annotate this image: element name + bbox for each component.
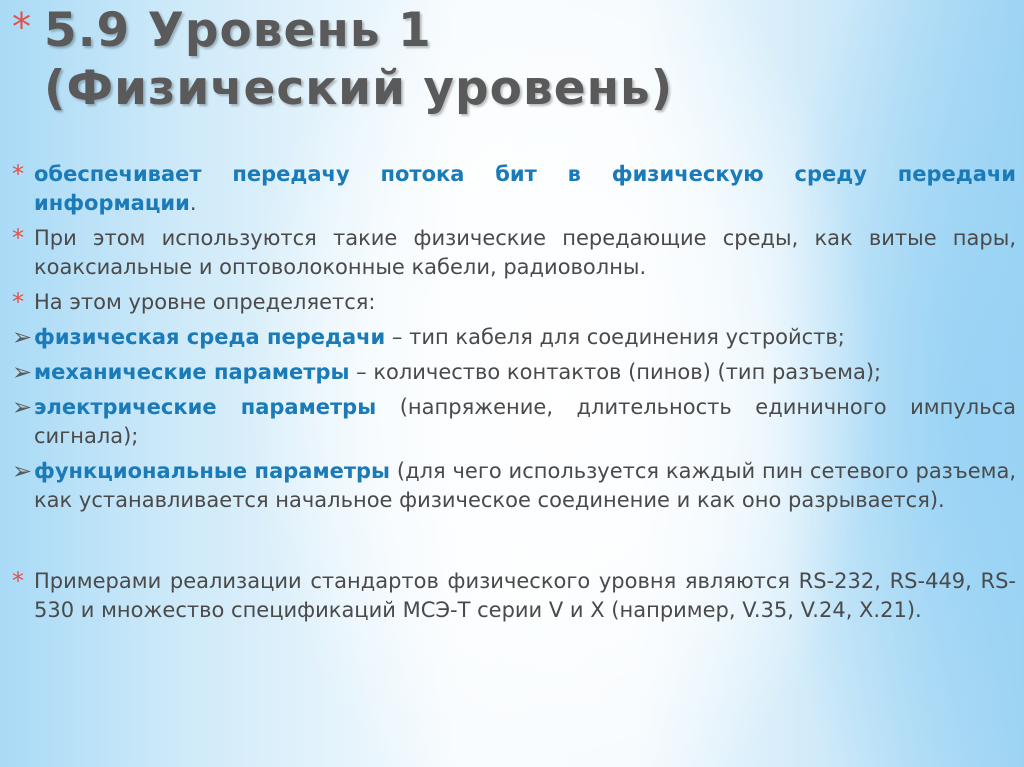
star-bullet: *	[12, 224, 24, 252]
highlight-term: электрические параметры	[34, 395, 377, 419]
arrow-bullet-icon: ➢	[12, 358, 33, 386]
list-item	[12, 358, 1016, 387]
title-line-2: (Физический уровень)	[44, 61, 674, 116]
slide-title	[12, 2, 1012, 118]
star-bullet: *	[12, 288, 24, 316]
item-text: При этом используются такие физические передающие среды, как витые пары, коаксиальные и оптоволоконные кабели, радиоволны.	[34, 226, 1016, 279]
list-item	[12, 393, 1016, 451]
list-item	[12, 160, 1016, 218]
arrow-bullet-icon: ➢	[12, 323, 33, 351]
title-line-1: 5.9 Уровень 1	[44, 3, 432, 58]
item-text: (напряжение, длительность единичного импульса сигнала);	[34, 395, 1017, 448]
spacer	[12, 521, 1016, 567]
item-text: (для чего используется каждый пин сетевого разъема, как устанавливается начальное физическое соединение и как оно разрывается).	[34, 459, 1016, 512]
list-item	[12, 567, 1016, 625]
title-bullet-star: *	[12, 5, 32, 49]
item-text: – количество контактов (пинов) (тип разъема);	[349, 360, 882, 384]
highlight-term: физическая среда передачи	[34, 325, 386, 349]
arrow-bullet-icon: ➢	[12, 393, 33, 421]
item-text: Примерами реализации стандартов физического уровня являются RS-232, RS-449, RS-530 и множество спецификаций МСЭ-Т серии V и X (например, V.35, V.24, X.21).	[34, 569, 1016, 622]
highlight-term: функциональные параметры	[34, 459, 391, 483]
list-item	[12, 224, 1016, 282]
list-item	[12, 288, 1016, 317]
list-item	[12, 323, 1016, 352]
star-bullet: *	[12, 567, 24, 595]
item-text: – тип кабеля для соединения устройств;	[385, 325, 845, 349]
arrow-bullet-icon: ➢	[12, 457, 33, 485]
item-text: .	[189, 191, 197, 215]
highlight-term: механические параметры	[34, 360, 350, 384]
star-bullet: *	[12, 160, 24, 188]
list-item	[12, 457, 1016, 515]
bullet-list	[12, 160, 1016, 631]
item-text: На этом уровне определяется:	[34, 290, 376, 314]
highlight-term: обеспечивает передачу потока бит в физическую среду передачи информации	[34, 162, 1016, 215]
